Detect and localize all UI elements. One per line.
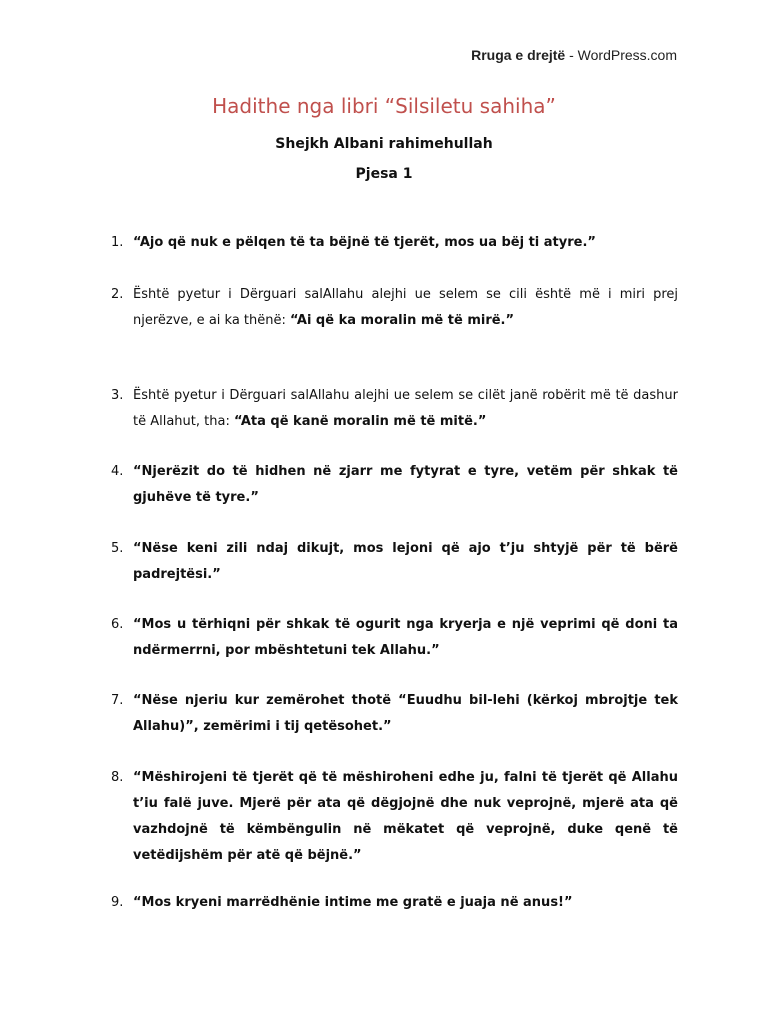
- hadith-item: [111, 765, 678, 869]
- hadith-item: [111, 230, 678, 256]
- hadith-item: [111, 282, 678, 334]
- hadith-quote: “Ai që ka moralin më të mirë.”: [290, 313, 515, 328]
- hadith-quote: “Nëse njeriu kur zemërohet thotë “Euudhu bil-lehi (kërkoj mbrojtje tek Allahu)”, zemërimi i tij qetësohet.”: [133, 693, 678, 734]
- site-host[interactable]: WordPress.com: [577, 47, 677, 63]
- hadith-quote: “Njerëzit do të hidhen në zjarr me fytyrat e tyre, vetëm për shkak të gjuhëve të tyre.”: [133, 464, 678, 505]
- hadith-quote: “Ajo që nuk e pëlqen të ta bëjnë të tjerët, mos ua bëj ti atyre.”: [133, 235, 596, 250]
- hadith-item: [111, 459, 678, 511]
- hadith-number: 7.: [111, 693, 124, 708]
- document-title: Hadithe nga libri “Silsiletu sahiha”: [212, 94, 556, 118]
- hadith-number: 5.: [111, 541, 124, 556]
- hadith-number: 2.: [111, 287, 124, 302]
- hadith-quote: “Ata që kanë moralin më të mitë.”: [233, 414, 487, 429]
- site-header[interactable]: [471, 47, 677, 63]
- hadith-number: 9.: [111, 895, 124, 910]
- hadith-item: [111, 890, 678, 916]
- hadith-quote: “Mëshirojeni të tjerët që të mëshiroheni edhe ju, falni të tjerët që Allahu t’iu falë juve. Mjerë për ata që dëgjojnë dhe nuk veprojnë, mjerë ata që vazhdojnë të këmbëngulin në mëkatet që veprojnë, duke qenë të vetëdijshëm për atë që bëjnë.”: [133, 770, 678, 863]
- hadith-quote: “Nëse keni zili ndaj dikujt, mos lejoni që ajo t’ju shtyjë për të bërë padrejtësi.”: [133, 541, 678, 582]
- site-name[interactable]: Rruga e drejtë: [471, 47, 566, 63]
- hadith-item: [111, 612, 678, 664]
- hadith-number: 3.: [111, 388, 124, 403]
- document-part: Pjesa 1: [355, 166, 413, 182]
- hadith-number: 1.: [111, 235, 124, 250]
- document-author: Shejkh Albani rahimehullah: [275, 136, 493, 152]
- hadith-quote: “Mos u tërhiqni për shkak të ogurit nga kryerja e një veprimi që doni ta ndërmerrni, por mbështetuni tek Allahu.”: [133, 617, 678, 658]
- hadith-number: 6.: [111, 617, 124, 632]
- site-separator: -: [565, 47, 578, 63]
- hadith-item: [111, 383, 678, 435]
- hadith-quote: “Mos kryeni marrëdhënie intime me gratë e juaja në anus!”: [133, 895, 573, 910]
- hadith-number: 8.: [111, 770, 124, 785]
- hadith-intro: Është pyetur i Dërguari salAllahu alejhi ue selem se cili është më i miri prej njerëzve, e ai ka thënë:: [133, 287, 678, 328]
- hadith-item: [111, 536, 678, 588]
- hadith-number: 4.: [111, 464, 124, 479]
- hadith-item: [111, 688, 678, 740]
- hadith-intro: Është pyetur i Dërguari salAllahu alejhi ue selem se cilët janë robërit më të dashur të Allahut, tha:: [133, 388, 678, 429]
